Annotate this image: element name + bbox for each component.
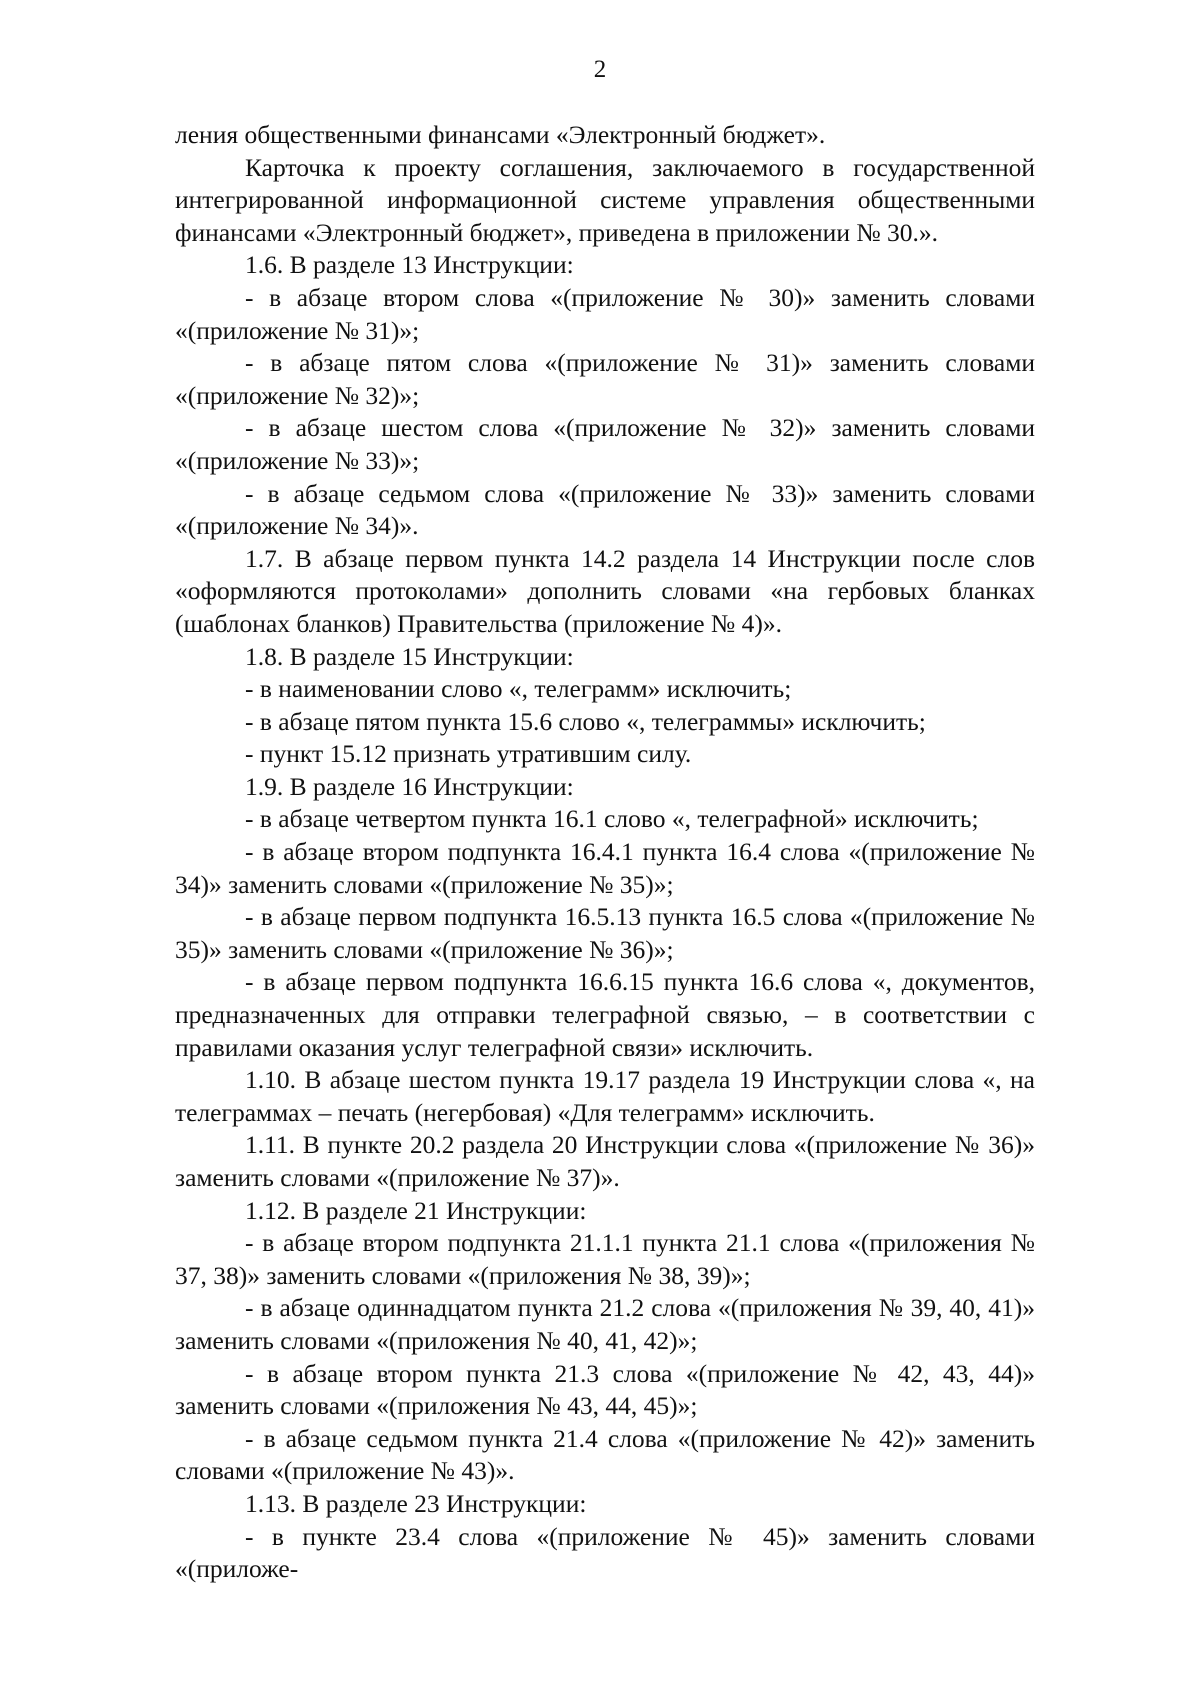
paragraph: 1.7. В абзаце первом пункта 14.2 раздела 14 Инструкции после слов «оформляются протоколами» дополнить словами «на гербовых бланках (шаблонах бланков) Правительства (приложение № 4)». bbox=[175, 543, 1035, 638]
paragraph: - в абзаце втором подпункта 16.4.1 пункта 16.4 слова «(приложение № 34)» заменить словами «(приложение № 35)»; bbox=[175, 837, 1035, 899]
paragraph: - в абзаце втором пункта 21.3 слова «(приложение № 42, 43, 44)» заменить словами «(приложения № 43, 44, 45)»; bbox=[175, 1358, 1035, 1421]
paragraph: - в абзаце первом подпункта 16.5.13 пункта 16.5 слова «(приложение № 35)» заменить словами «(приложение № 36)»; bbox=[175, 902, 1035, 964]
paragraph: - в абзаце седьмом слова «(приложение № 33)» заменить словами «(приложение № 34)». bbox=[175, 478, 1035, 541]
paragraph: 1.12. В разделе 21 Инструкции: bbox=[245, 1195, 587, 1225]
paragraph: - пункт 15.12 признать утратившим силу. bbox=[245, 739, 692, 769]
paragraph: 1.13. В разделе 23 Инструкции: bbox=[245, 1488, 587, 1518]
paragraph: - в абзаце четвертом пункта 16.1 слово «, телеграфной» исключить; bbox=[245, 804, 979, 834]
paragraph: - в наименовании слово «, телеграмм» исключить; bbox=[245, 674, 792, 704]
paragraph: 1.6. В разделе 13 Инструкции: bbox=[245, 250, 574, 280]
paragraph: - в абзаце втором подпункта 21.1.1 пункта 21.1 слова «(приложения № 37, 38)» заменить словами «(приложения № 38, 39)»; bbox=[175, 1228, 1035, 1290]
paragraph: - в абзаце втором слова «(приложение № 30)» заменить словами «(приложение № 31)»; bbox=[175, 282, 1035, 345]
paragraph: 1.9. В разделе 16 Инструкции: bbox=[245, 771, 574, 801]
paragraph: - в абзаце шестом слова «(приложение № 32)» заменить словами «(приложение № 33)»; bbox=[175, 413, 1035, 475]
paragraph: - в абзаце седьмом пункта 21.4 слова «(приложение № 42)» заменить словами «(приложение № 43)». bbox=[175, 1423, 1035, 1486]
paragraph: 1.11. В пункте 20.2 раздела 20 Инструкции слова «(приложение № 36)» заменить словами «(приложение № 37)». bbox=[175, 1130, 1035, 1192]
paragraph: ления общественными финансами «Электронный бюджет». bbox=[175, 120, 826, 149]
paragraph: - в абзаце пятом слова «(приложение № 31)» заменить словами «(приложение № 32)»; bbox=[175, 348, 1035, 410]
page-number: 2 bbox=[593, 56, 607, 83]
paragraph: 1.10. В абзаце шестом пункта 19.17 раздела 19 Инструкции слова «, на телеграммах – печать (негербовая) «Для телеграмм» исключить. bbox=[175, 1065, 1035, 1127]
paragraph: - в абзаце одиннадцатом пункта 21.2 слова «(приложения № 39, 40, 41)» заменить словами «(приложения № 40, 41, 42)»; bbox=[175, 1293, 1035, 1355]
paragraph: - в пункте 23.4 слова «(приложение № 45)» заменить словами «(приложе- bbox=[175, 1521, 1035, 1584]
paragraph: Карточка к проекту соглашения, заключаемого в государственной интегрированной информационной системе управления общественными финансами «Электронный бюджет», приведена в приложении № 30.». bbox=[175, 152, 1035, 247]
paragraph: 1.8. В разделе 15 Инструкции: bbox=[245, 641, 574, 671]
document-body bbox=[175, 119, 1035, 1586]
paragraph: - в абзаце пятом пункта 15.6 слово «, телеграммы» исключить; bbox=[245, 706, 926, 736]
paragraph: - в абзаце первом подпункта 16.6.15 пункта 16.6 слова «, документов, предназначенных для отправки телеграфной связью, – в соответствии с правилами оказания услуг телеграфной связи» исключить. bbox=[175, 967, 1035, 1062]
